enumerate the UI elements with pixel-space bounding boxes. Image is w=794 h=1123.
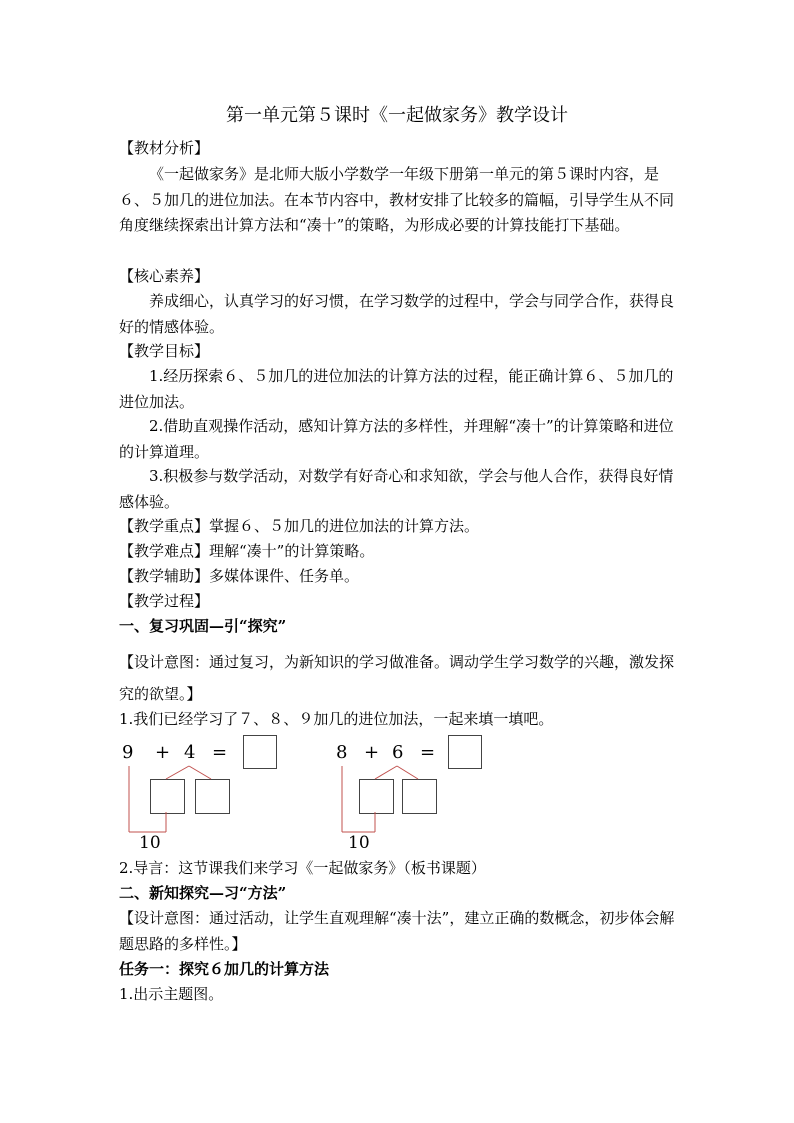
goal-item-3: 3.积极参与数学活动，对数学有好奇心和求知欲，学会与他人合作，获得良好情感体验。	[119, 467, 674, 511]
exercise-2-plus: +	[364, 742, 380, 763]
goal-item-1: 1.经历探索６、５加几的进位加法的计算方法的过程，能正确计算６、５加几的进位加法。	[119, 367, 674, 411]
exercise-2-addend-b: 6	[392, 742, 404, 763]
part2-heading: 二、新知探究—习“方法”	[119, 884, 287, 902]
connector-line	[375, 766, 397, 779]
exercise-2-addend-a: 8	[336, 742, 348, 763]
process-heading: 【教学过程】	[119, 592, 210, 610]
exercise-1-equals: =	[212, 742, 228, 763]
goals-heading: 【教学目标】	[119, 342, 210, 360]
connector-line	[397, 766, 418, 779]
part1-intent: 【设计意图：通过复习，为新知识的学习做准备。调动学生学习数学的兴趣，激发探究的欲望。】	[119, 653, 675, 703]
analysis-paragraph: 《一起做家务》是北师大版小学数学一年级下册第一单元的第５课时内容，是６、５加几的进位加法。在本节内容中，教材安排了比较多的篇幅，引导学生从不同角度继续探索出计算方法和“凑十”的策略，为形成必要的计算技能打下基础。	[119, 165, 675, 234]
exercise-2-ten-label: 10	[348, 833, 370, 853]
goal-item-2: 2.借助直观操作活动，感知计算方法的多样性，并理解“凑十”的计算策略和进位的计算道理。	[119, 417, 674, 461]
page-title: 第一单元第５课时《一起做家务》教学设计	[226, 105, 568, 126]
analysis-heading: 【教材分析】	[119, 139, 210, 157]
part2-intent: 【设计意图：通过活动，让学生直观理解“凑十法”，建立正确的数概念，初步体会解题思路的多样性。】	[119, 909, 675, 953]
connector-line	[166, 766, 189, 779]
difficulty-text: 理解“凑十”的计算策略。	[209, 542, 375, 560]
exercise-1-addend-a: 9	[122, 742, 134, 763]
exercise-2-equals: =	[420, 742, 436, 763]
exercise-1-addend-b: 4	[184, 742, 196, 763]
part1-item-1: 1.我们已经学习了７、８、９加几的进位加法，一起来填一填吧。	[119, 710, 554, 728]
connector-line	[189, 766, 211, 779]
key-point-label: 【教学重点】	[119, 517, 210, 535]
aid-text: 多媒体课件、任务单。	[209, 567, 360, 585]
exercise-1-plus: +	[155, 742, 171, 763]
part1-heading: 一、复习巩固—引“探究”	[119, 617, 287, 635]
part1-item-2: 2.导言：这节课我们来学习《一起做家务》（板书课题）	[119, 859, 486, 877]
task1-item-1: 1.出示主题图。	[119, 985, 224, 1003]
aid-label: 【教学辅助】	[119, 567, 210, 585]
difficulty-label: 【教学难点】	[119, 542, 210, 560]
literacy-paragraph: 养成细心，认真学习的好习惯，在学习数学的过程中，学会与同学合作，获得良好的情感体验。	[119, 292, 675, 336]
exercise-1-ten-label: 10	[139, 833, 161, 853]
literacy-heading: 【核心素养】	[119, 267, 210, 285]
key-point-text: 掌握６、５加几的进位加法的计算方法。	[209, 517, 480, 535]
task1-heading: 任务一：探究６加几的计算方法	[119, 960, 330, 978]
